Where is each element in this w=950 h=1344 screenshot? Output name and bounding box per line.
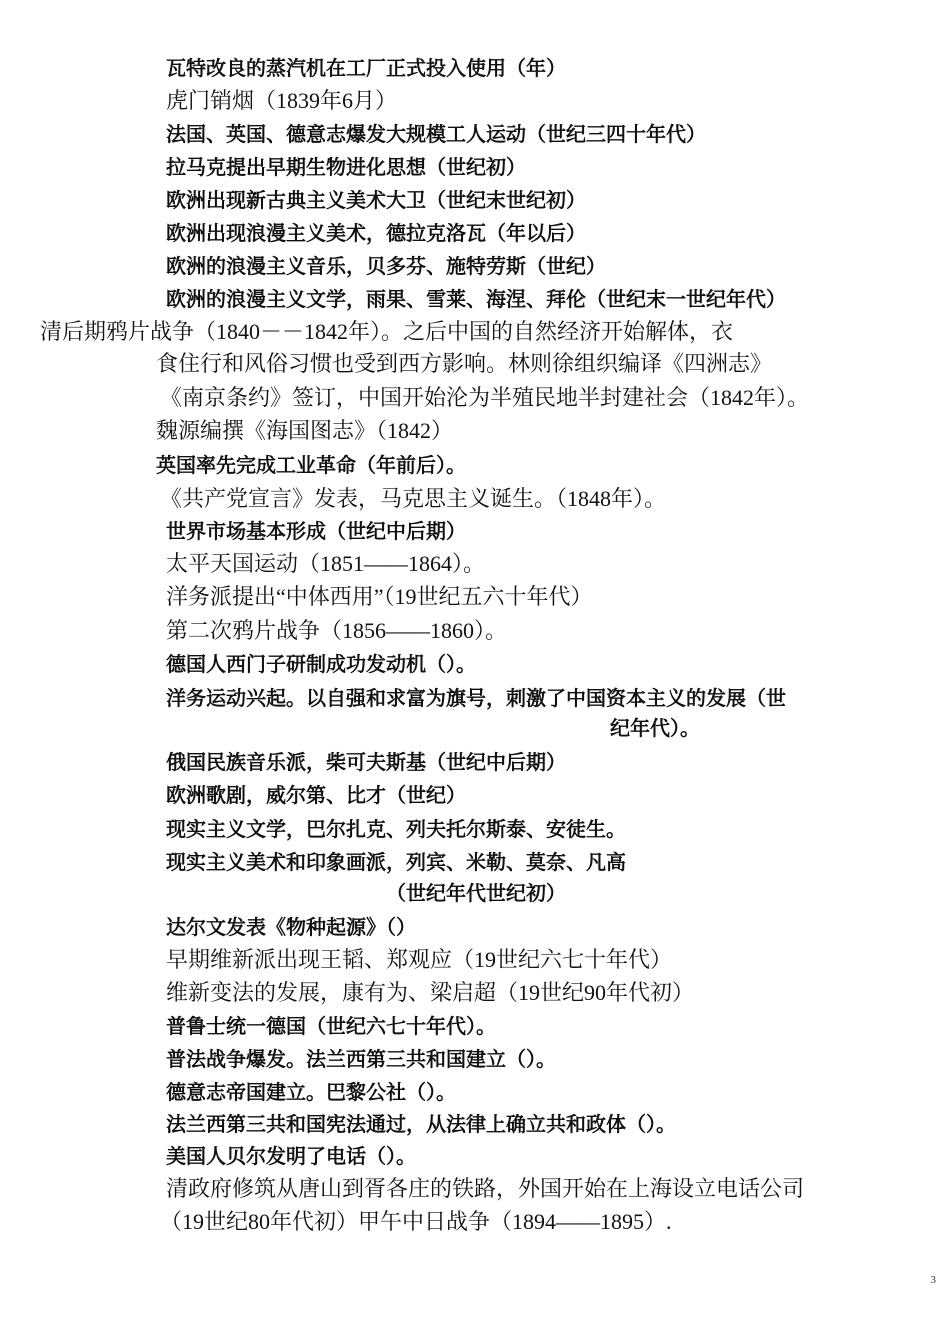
text-line: 现实主义文学，巴尔扎克、列夫托尔斯泰、安徒生。 [166, 817, 626, 841]
text-line: （世纪年代世纪初） [386, 881, 566, 905]
text-line: 早期维新派出现王韬、郑观应（19世纪六七十年代） [166, 947, 673, 972]
text-line: 欧洲出现新古典主义美术大卫（世纪末世纪初） [166, 188, 586, 212]
text-line: 魏源编撰《海国图志》（1842） [156, 418, 454, 443]
text-line: 法国、英国、德意志爆发大规模工人运动（世纪三四十年代） [166, 122, 706, 146]
text-line: 太平天国运动（1851——1864）。 [166, 551, 486, 576]
text-line: 纪年代）。 [610, 716, 700, 740]
text-line: 世界市场基本形成（世纪中后期） [166, 519, 466, 543]
text-line: 欧洲的浪漫主义音乐，贝多芬、施特劳斯（世纪） [166, 254, 606, 278]
text-line: 维新变法的发展，康有为、梁启超（19世纪90年代初） [166, 980, 695, 1005]
text-line: 德国人西门子研制成功发动机（）。 [166, 652, 476, 676]
page-number: 3 [930, 1274, 936, 1286]
text-line: 拉马克提出早期生物进化思想（世纪初） [166, 155, 526, 179]
text-line: 清后期鸦片战争（1840－－1842年）。之后中国的自然经济开始解体，衣 [40, 319, 734, 344]
text-line: 清政府修筑从唐山到胥各庄的铁路，外国开始在上海设立电话公司 [166, 1176, 805, 1201]
text-line: 俄国民族音乐派，柴可夫斯基（世纪中后期） [166, 750, 566, 774]
text-line: 德意志帝国建立。巴黎公社（）。 [166, 1080, 456, 1104]
text-line: 普鲁士统一德国（世纪六七十年代）。 [166, 1014, 496, 1038]
text-line: 法兰西第三共和国宪法通过，从法律上确立共和政体（）。 [166, 1112, 676, 1136]
text-line: 第二次鸦片战争（1856——1860）。 [166, 618, 508, 643]
text-line: 《南京条约》签订，中国开始沦为半殖民地半封建社会（1842年）。 [160, 385, 810, 410]
text-line: 英国率先完成工业革命（年前后）。 [156, 453, 466, 477]
text-line: 洋务运动兴起。以自强和求富为旗号，刺激了中国资本主义的发展（世 [166, 686, 786, 710]
text-line: 欧洲出现浪漫主义美术，德拉克洛瓦（年以后） [166, 221, 586, 245]
text-line: 欧洲的浪漫主义文学，雨果、雪莱、海涅、拜伦（世纪末一世纪年代） [166, 287, 786, 311]
text-line: 洋务派提出“中体西用”（19世纪五六十年代） [166, 584, 593, 609]
text-line: 食住行和风俗习惯也受到西方影响。林则徐组织编译《四洲志》 [156, 351, 773, 376]
text-line: （19世纪80年代初）甲午中日战争（1894——1895）. [160, 1209, 672, 1234]
text-line: 《共产党宣言》发表，马克思主义诞生。（1848年）。 [160, 486, 667, 511]
text-line: 现实主义美术和印象画派，列宾、米勒、莫奈、凡高 [166, 850, 626, 874]
text-line: 虎门销烟（1839年6月） [166, 88, 398, 113]
text-line: 普法战争爆发。法兰西第三共和国建立（）。 [166, 1047, 556, 1071]
text-line: 瓦特改良的蒸汽机在工厂正式投入使用（年） [166, 56, 566, 80]
text-line: 美国人贝尔发明了电话（）。 [166, 1144, 416, 1168]
text-line: 达尔文发表《物种起源》（） [166, 915, 416, 939]
text-line: 欧洲歌剧，威尔第、比才（世纪） [166, 783, 466, 807]
